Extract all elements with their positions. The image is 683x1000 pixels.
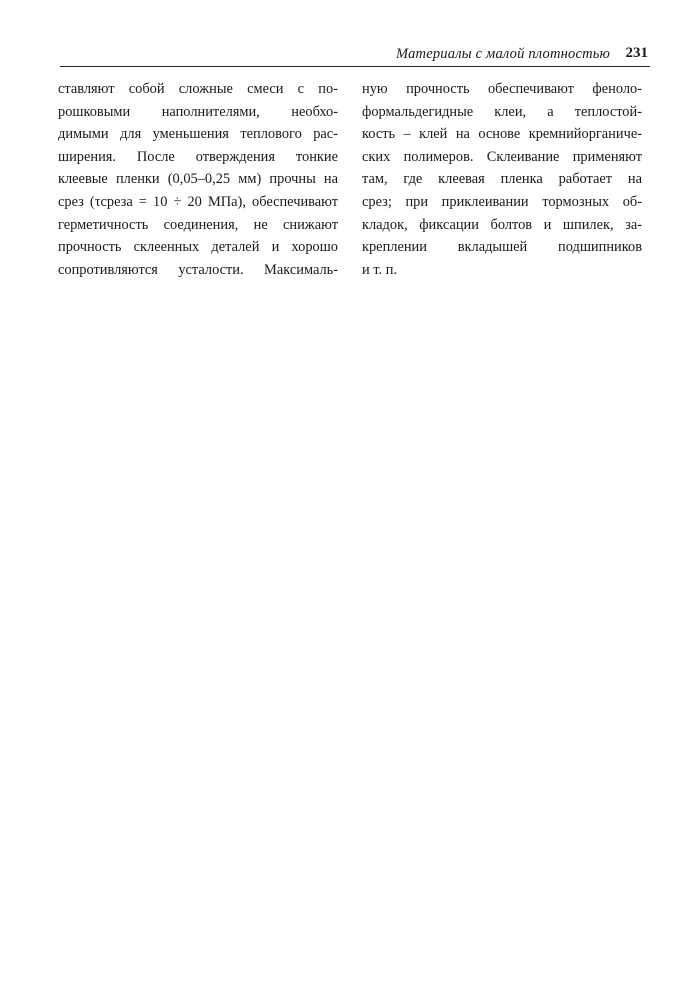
running-header — [60, 44, 650, 67]
text-line: срез; при приклеивании тормозных об- — [362, 193, 642, 210]
text-line: клеевые пленки (0,05–0,25 мм) прочны на — [58, 171, 338, 188]
text-line: димыми для уменьшения теплового рас- — [58, 126, 338, 143]
running-title: Материалы с малой плотностью — [396, 46, 610, 62]
right-text-column — [362, 78, 642, 281]
text-line: сопротивляются усталости. Максималь- — [58, 261, 338, 278]
text-line: и т. п. — [362, 261, 397, 278]
text-line: ставляют собой сложные смеси с по- — [58, 81, 338, 97]
text-line: рошковыми наполнителями, необхо- — [58, 103, 338, 120]
text-line: ских полимеров. Склеивание применяют — [362, 148, 642, 165]
text-line: креплении вкладышей подшипников — [362, 239, 642, 256]
left-text-column — [58, 78, 338, 281]
text-line: срез (τсреза = 10 ÷ 20 МПа), обеспечивают — [58, 193, 338, 210]
text-line: там, где клеевая пленка работает на — [362, 171, 642, 188]
text-line: герметичность соединения, не снижают — [58, 216, 338, 233]
text-line: кладок, фиксации болтов и шпилек, за- — [362, 216, 642, 233]
page-number: 231 — [625, 45, 648, 61]
text-line: ширения. После отверждения тонкие — [58, 148, 338, 165]
text-line: прочность склеенных деталей и хорошо — [58, 239, 338, 256]
text-line: ную прочность обеспечивают феноло- — [362, 81, 642, 97]
text-line: формальдегидные клеи, а теплостой- — [362, 103, 642, 120]
text-line: кость – клей на основе кремнийорганиче- — [362, 126, 642, 143]
